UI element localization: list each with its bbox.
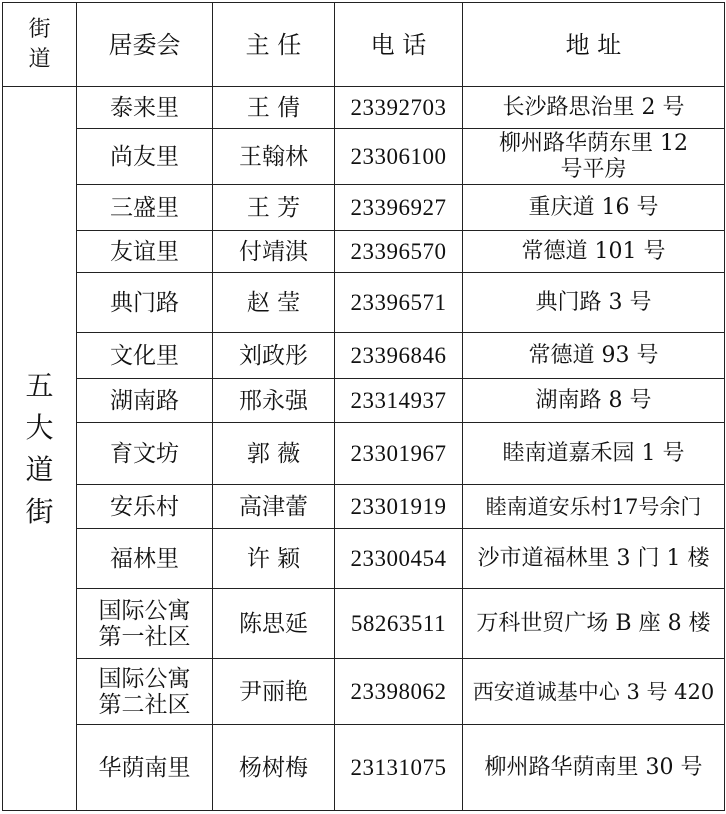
table-row [3,379,725,423]
committee-cell: 文化里 [77,333,213,379]
director-cell: 尹丽艳 [213,659,335,725]
header-phone: 电 话 [335,3,463,87]
phone-cell: 23314937 [335,379,463,423]
table-row [3,185,725,231]
director-cell: 王 倩 [213,87,335,129]
director-cell: 郭 薇 [213,423,335,485]
director-cell: 付靖淇 [213,231,335,273]
table-row [3,273,725,333]
phone-cell: 23396927 [335,185,463,231]
phone-cell: 23396571 [335,273,463,333]
director-cell: 邢永强 [213,379,335,423]
address-cell: 睦南道嘉禾园 1 号 [463,423,725,485]
phone-cell: 23306100 [335,129,463,185]
phone-cell: 23301967 [335,423,463,485]
director-cell: 王翰林 [213,129,335,185]
address-cell: 睦南道安乐村17号余门 [463,485,725,529]
table-row [3,333,725,379]
committee-cell: 福林里 [77,529,213,589]
phone-cell: 58263511 [335,589,463,659]
committee-cell: 泰来里 [77,87,213,129]
table-row [3,485,725,529]
committee-cell: 三盛里 [77,185,213,231]
header-street: 街道 [3,3,77,87]
phone-cell: 23396570 [335,231,463,273]
committee-cell: 国际公寓第二社区 [77,659,213,725]
phone-cell: 23392703 [335,87,463,129]
directory-table-frame [2,2,724,810]
table-row [3,231,725,273]
phone-cell: 23131075 [335,725,463,811]
director-cell: 高津蕾 [213,485,335,529]
phone-cell: 23396846 [335,333,463,379]
committee-cell: 湖南路 [77,379,213,423]
header-committee: 居委会 [77,3,213,87]
committee-directory-table [2,2,725,811]
address-cell: 柳州路华荫南里 30 号 [463,725,725,811]
address-cell: 沙市道福林里 3 门 1 楼 [463,529,725,589]
director-cell: 杨树梅 [213,725,335,811]
director-cell: 刘政彤 [213,333,335,379]
table-row [3,129,725,185]
committee-cell: 育文坊 [77,423,213,485]
table-row [3,589,725,659]
table-row [3,423,725,485]
committee-cell: 国际公寓第一社区 [77,589,213,659]
address-cell: 重庆道 16 号 [463,185,725,231]
table-row [3,659,725,725]
header-director: 主 任 [213,3,335,87]
address-cell: 常德道 93 号 [463,333,725,379]
committee-cell: 尚友里 [77,129,213,185]
street-name-cell: 五大道街 [3,87,77,811]
committee-cell: 安乐村 [77,485,213,529]
address-cell: 长沙路思治里 2 号 [463,87,725,129]
address-cell: 湖南路 8 号 [463,379,725,423]
header-row [3,3,725,87]
address-cell: 西安道诚基中心 3 号 420 [463,659,725,725]
address-cell: 柳州路华荫东里 12 号平房 [463,129,725,185]
committee-cell: 典门路 [77,273,213,333]
table-row [3,87,725,129]
phone-cell: 23301919 [335,485,463,529]
header-address: 地 址 [463,3,725,87]
phone-cell: 23300454 [335,529,463,589]
director-cell: 王 芳 [213,185,335,231]
address-cell: 常德道 101 号 [463,231,725,273]
table-row [3,529,725,589]
director-cell: 陈思延 [213,589,335,659]
table-row [3,725,725,811]
phone-cell: 23398062 [335,659,463,725]
address-cell: 万科世贸广场 B 座 8 楼 [463,589,725,659]
director-cell: 赵 莹 [213,273,335,333]
director-cell: 许 颖 [213,529,335,589]
committee-cell: 友谊里 [77,231,213,273]
address-cell: 典门路 3 号 [463,273,725,333]
committee-cell: 华荫南里 [77,725,213,811]
